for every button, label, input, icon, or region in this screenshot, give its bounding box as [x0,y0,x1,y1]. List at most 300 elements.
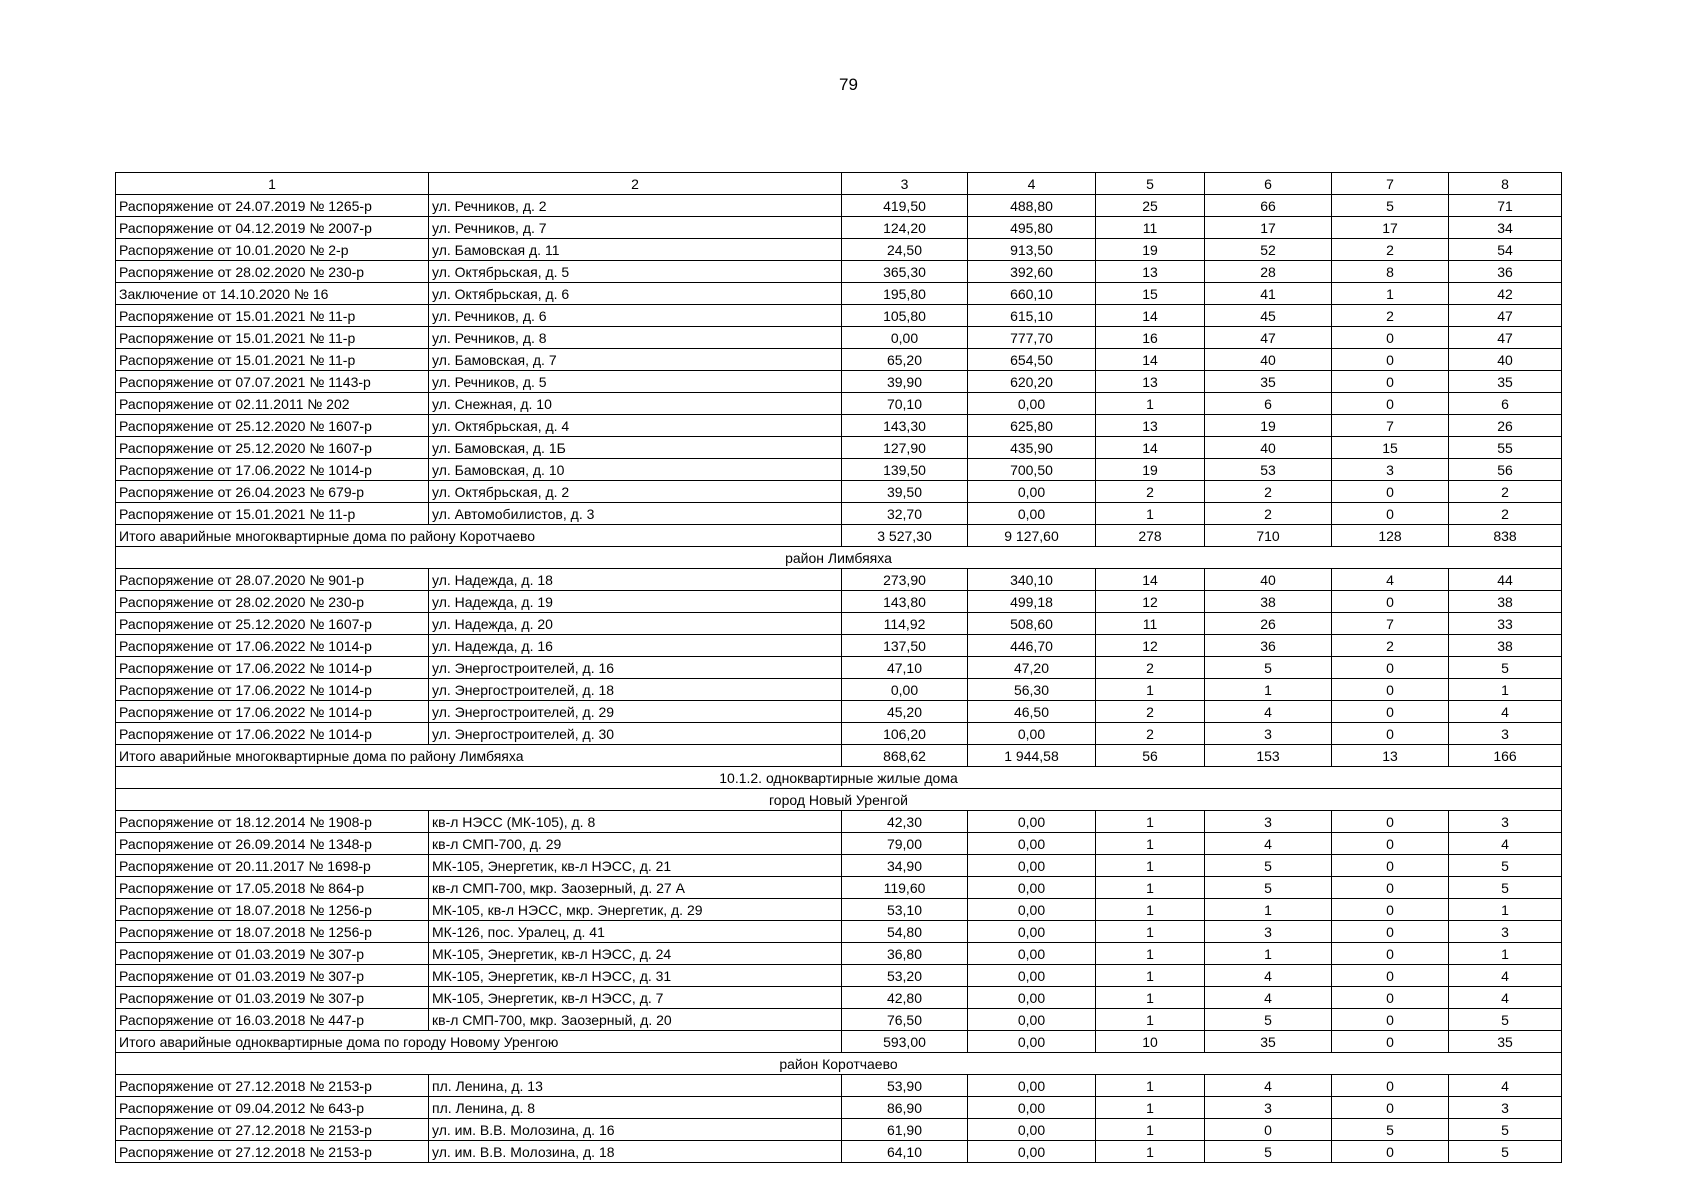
count-cell: 3 [1332,459,1449,481]
count-cell: 0 [1332,811,1449,833]
area-cell: 54,80 [842,921,968,943]
count-cell: 14 [1096,305,1205,327]
count-cell: 40 [1449,349,1562,371]
area-cell: 119,60 [842,877,968,899]
table-row [116,195,1562,217]
area-cell: 124,20 [842,217,968,239]
count-cell: 45 [1205,305,1332,327]
area-cell: 419,50 [842,195,968,217]
total-value: 166 [1449,745,1562,767]
document-cell: Распоряжение от 28.02.2020 № 230-р [116,261,429,283]
table-row [116,723,1562,745]
table-row [116,899,1562,921]
count-cell: 5 [1449,657,1562,679]
count-cell: 42 [1449,283,1562,305]
table-row [116,1141,1562,1163]
count-cell: 38 [1205,591,1332,613]
address-cell: ул. Автомобилистов, д. 3 [429,503,842,525]
count-cell: 38 [1449,635,1562,657]
count-cell: 0 [1332,1097,1449,1119]
count-cell: 0 [1332,657,1449,679]
address-cell: МК-105, Энергетик, кв-л НЭСС, д. 7 [429,987,842,1009]
area-cell: 0,00 [968,877,1096,899]
total-value: 593,00 [842,1031,968,1053]
count-cell: 15 [1332,437,1449,459]
total-value: 128 [1332,525,1449,547]
area-cell: 0,00 [968,921,1096,943]
address-cell: ул. Октябрьская, д. 4 [429,415,842,437]
count-cell: 13 [1096,261,1205,283]
count-cell: 1 [1096,921,1205,943]
document-cell: Распоряжение от 18.12.2014 № 1908-р [116,811,429,833]
column-number: 3 [842,173,968,195]
count-cell: 0 [1332,943,1449,965]
count-cell: 36 [1449,261,1562,283]
count-cell: 55 [1449,437,1562,459]
address-cell: ул. Речников, д. 2 [429,195,842,217]
table-row [116,503,1562,525]
count-cell: 4 [1205,701,1332,723]
section-heading-row [116,1053,1562,1075]
count-cell: 0 [1332,481,1449,503]
count-cell: 11 [1096,217,1205,239]
count-cell: 7 [1332,415,1449,437]
document-cell: Распоряжение от 27.12.2018 № 2153-р [116,1075,429,1097]
count-cell: 1 [1096,811,1205,833]
table-row [116,965,1562,987]
address-cell: ул. Энергостроителей, д. 16 [429,657,842,679]
address-cell: МК-105, Энергетик, кв-л НЭСС, д. 21 [429,855,842,877]
count-cell: 11 [1096,613,1205,635]
count-cell: 1 [1096,1009,1205,1031]
table-row [116,1119,1562,1141]
area-cell: 86,90 [842,1097,968,1119]
count-cell: 5 [1332,1119,1449,1141]
table-row [116,921,1562,943]
count-cell: 41 [1205,283,1332,305]
document-cell: Распоряжение от 04.12.2019 № 2007-р [116,217,429,239]
count-cell: 0 [1332,987,1449,1009]
count-cell: 4 [1449,965,1562,987]
count-cell: 4 [1332,569,1449,591]
address-cell: кв-л СМП-700, мкр. Заозерный, д. 20 [429,1009,842,1031]
total-row [116,745,1562,767]
address-cell: ул. Октябрьская, д. 2 [429,481,842,503]
count-cell: 4 [1205,833,1332,855]
count-cell: 0 [1332,327,1449,349]
table-row [116,987,1562,1009]
count-cell: 19 [1096,239,1205,261]
count-cell: 13 [1096,371,1205,393]
total-value: 0 [1332,1031,1449,1053]
total-value: 10 [1096,1031,1205,1053]
column-number: 1 [116,173,429,195]
area-cell: 365,30 [842,261,968,283]
area-cell: 0,00 [968,943,1096,965]
emergency-housing-table [115,172,1562,1163]
area-cell: 0,00 [968,833,1096,855]
count-cell: 44 [1449,569,1562,591]
count-cell: 0 [1332,679,1449,701]
total-label: Итого аварийные многоквартирные дома по району Лимбяяха [116,745,842,767]
count-cell: 5 [1205,877,1332,899]
count-cell: 40 [1205,569,1332,591]
count-cell: 17 [1205,217,1332,239]
area-cell: 777,70 [968,327,1096,349]
count-cell: 4 [1449,1075,1562,1097]
count-cell: 47 [1205,327,1332,349]
count-cell: 38 [1449,591,1562,613]
total-value: 153 [1205,745,1332,767]
count-cell: 3 [1449,723,1562,745]
column-number: 4 [968,173,1096,195]
table-row [116,415,1562,437]
count-cell: 14 [1096,349,1205,371]
address-cell: кв-л СМП-700, мкр. Заозерный, д. 27 А [429,877,842,899]
column-number: 2 [429,173,842,195]
area-cell: 625,80 [968,415,1096,437]
area-cell: 446,70 [968,635,1096,657]
column-number-header-row [116,173,1562,195]
address-cell: ул. Бамовская д. 11 [429,239,842,261]
address-cell: ул. Снежная, д. 10 [429,393,842,415]
count-cell: 25 [1096,195,1205,217]
document-cell: Распоряжение от 26.09.2014 № 1348-р [116,833,429,855]
area-cell: 499,18 [968,591,1096,613]
count-cell: 3 [1449,921,1562,943]
table-row [116,481,1562,503]
table-row [116,833,1562,855]
total-value: 278 [1096,525,1205,547]
area-cell: 0,00 [968,987,1096,1009]
count-cell: 0 [1332,855,1449,877]
area-cell: 34,90 [842,855,968,877]
table-row [116,239,1562,261]
count-cell: 7 [1332,613,1449,635]
table-row [116,591,1562,613]
table-row [116,811,1562,833]
area-cell: 106,20 [842,723,968,745]
table-row [116,305,1562,327]
area-cell: 79,00 [842,833,968,855]
document-cell: Распоряжение от 17.06.2022 № 1014-р [116,679,429,701]
document-cell: Распоряжение от 17.06.2022 № 1014-р [116,657,429,679]
total-value: 35 [1205,1031,1332,1053]
count-cell: 5 [1205,855,1332,877]
table-row [116,613,1562,635]
total-label: Итого аварийные многоквартирные дома по району Коротчаево [116,525,842,547]
area-cell: 654,50 [968,349,1096,371]
document-cell: Распоряжение от 10.01.2020 № 2-р [116,239,429,261]
count-cell: 14 [1096,569,1205,591]
column-number: 8 [1449,173,1562,195]
document-cell: Распоряжение от 01.03.2019 № 307-р [116,987,429,1009]
address-cell: ул. Надежда, д. 16 [429,635,842,657]
area-cell: 45,20 [842,701,968,723]
count-cell: 0 [1332,371,1449,393]
document-cell: Распоряжение от 18.07.2018 № 1256-р [116,899,429,921]
count-cell: 16 [1096,327,1205,349]
count-cell: 1 [1449,679,1562,701]
table-row [116,393,1562,415]
area-cell: 64,10 [842,1141,968,1163]
column-number: 6 [1205,173,1332,195]
count-cell: 1 [1096,1097,1205,1119]
count-cell: 53 [1205,459,1332,481]
area-cell: 24,50 [842,239,968,261]
count-cell: 0 [1332,503,1449,525]
total-value: 3 527,30 [842,525,968,547]
address-cell: МК-105, Энергетик, кв-л НЭСС, д. 31 [429,965,842,987]
count-cell: 47 [1449,305,1562,327]
count-cell: 1 [1205,679,1332,701]
area-cell: 42,80 [842,987,968,1009]
section-heading: район Коротчаево [116,1053,1562,1075]
document-cell: Распоряжение от 27.12.2018 № 2153-р [116,1141,429,1163]
total-value: 56 [1096,745,1205,767]
table-row [116,635,1562,657]
count-cell: 4 [1205,987,1332,1009]
address-cell: МК-126, пос. Уралец, д. 41 [429,921,842,943]
count-cell: 2 [1332,305,1449,327]
count-cell: 40 [1205,437,1332,459]
address-cell: ул. Речников, д. 7 [429,217,842,239]
table-row [116,459,1562,481]
count-cell: 5 [1332,195,1449,217]
count-cell: 33 [1449,613,1562,635]
count-cell: 14 [1096,437,1205,459]
count-cell: 1 [1096,503,1205,525]
count-cell: 5 [1449,1009,1562,1031]
area-cell: 392,60 [968,261,1096,283]
table-row [116,943,1562,965]
table-row [116,261,1562,283]
area-cell: 620,20 [968,371,1096,393]
area-cell: 913,50 [968,239,1096,261]
area-cell: 137,50 [842,635,968,657]
count-cell: 3 [1205,723,1332,745]
count-cell: 19 [1096,459,1205,481]
address-cell: ул. Надежда, д. 19 [429,591,842,613]
table-row [116,283,1562,305]
count-cell: 8 [1332,261,1449,283]
total-value: 868,62 [842,745,968,767]
count-cell: 5 [1449,1141,1562,1163]
column-number: 5 [1096,173,1205,195]
table-row [116,1097,1562,1119]
count-cell: 1 [1205,899,1332,921]
count-cell: 0 [1205,1119,1332,1141]
count-cell: 35 [1205,371,1332,393]
document-cell: Распоряжение от 09.04.2012 № 643-р [116,1097,429,1119]
total-row [116,1031,1562,1053]
count-cell: 1 [1096,899,1205,921]
count-cell: 1 [1096,1141,1205,1163]
total-value: 35 [1449,1031,1562,1053]
count-cell: 1 [1096,987,1205,1009]
address-cell: МК-105, Энергетик, кв-л НЭСС, д. 24 [429,943,842,965]
area-cell: 105,80 [842,305,968,327]
count-cell: 1 [1096,393,1205,415]
count-cell: 0 [1332,899,1449,921]
count-cell: 2 [1449,481,1562,503]
area-cell: 0,00 [968,393,1096,415]
address-cell: пл. Ленина, д. 13 [429,1075,842,1097]
address-cell: кв-л СМП-700, д. 29 [429,833,842,855]
area-cell: 488,80 [968,195,1096,217]
document-cell: Распоряжение от 17.06.2022 № 1014-р [116,635,429,657]
area-cell: 495,80 [968,217,1096,239]
count-cell: 4 [1205,1075,1332,1097]
area-cell: 61,90 [842,1119,968,1141]
count-cell: 1 [1096,833,1205,855]
total-label: Итого аварийные одноквартирные дома по городу Новому Уренгою [116,1031,842,1053]
count-cell: 1 [1096,965,1205,987]
count-cell: 1 [1332,283,1449,305]
area-cell: 0,00 [968,481,1096,503]
count-cell: 1 [1096,1075,1205,1097]
count-cell: 1 [1096,855,1205,877]
area-cell: 70,10 [842,393,968,415]
table-row [116,217,1562,239]
address-cell: ул. Надежда, д. 18 [429,569,842,591]
document-cell: Распоряжение от 17.05.2018 № 864-р [116,877,429,899]
document-cell: Распоряжение от 18.07.2018 № 1256-р [116,921,429,943]
count-cell: 5 [1205,1141,1332,1163]
area-cell: 340,10 [968,569,1096,591]
address-cell: ул. Энергостроителей, д. 29 [429,701,842,723]
document-cell: Распоряжение от 15.01.2021 № 11-р [116,305,429,327]
table-row [116,1075,1562,1097]
section-heading: район Лимбяяха [116,547,1562,569]
count-cell: 6 [1449,393,1562,415]
count-cell: 0 [1332,701,1449,723]
address-cell: ул. Бамовская, д. 10 [429,459,842,481]
area-cell: 42,30 [842,811,968,833]
address-cell: ул. Энергостроителей, д. 30 [429,723,842,745]
table-row [116,679,1562,701]
count-cell: 0 [1332,921,1449,943]
count-cell: 4 [1205,965,1332,987]
count-cell: 2 [1449,503,1562,525]
address-cell: пл. Ленина, д. 8 [429,1097,842,1119]
table-row [116,701,1562,723]
area-cell: 143,30 [842,415,968,437]
section-heading: город Новый Уренгой [116,789,1562,811]
document-cell: Распоряжение от 25.12.2020 № 1607-р [116,613,429,635]
table-row [116,855,1562,877]
count-cell: 4 [1449,987,1562,1009]
count-cell: 19 [1205,415,1332,437]
total-row [116,525,1562,547]
area-cell: 139,50 [842,459,968,481]
count-cell: 5 [1205,657,1332,679]
total-value: 0,00 [968,1031,1096,1053]
address-cell: ул. Надежда, д. 20 [429,613,842,635]
count-cell: 2 [1332,239,1449,261]
area-cell: 0,00 [968,503,1096,525]
count-cell: 1 [1096,1119,1205,1141]
table-row [116,877,1562,899]
area-cell: 0,00 [968,1141,1096,1163]
area-cell: 53,90 [842,1075,968,1097]
document-cell: Распоряжение от 15.01.2021 № 11-р [116,503,429,525]
page-number: 79 [839,75,858,94]
area-cell: 660,10 [968,283,1096,305]
area-cell: 0,00 [968,965,1096,987]
area-cell: 47,20 [968,657,1096,679]
column-number: 7 [1332,173,1449,195]
address-cell: ул. Октябрьская, д. 6 [429,283,842,305]
document-cell: Распоряжение от 17.06.2022 № 1014-р [116,723,429,745]
area-cell: 76,50 [842,1009,968,1031]
count-cell: 13 [1096,415,1205,437]
document-cell: Распоряжение от 07.07.2021 № 1143-р [116,371,429,393]
area-cell: 53,20 [842,965,968,987]
document-cell: Распоряжение от 28.02.2020 № 230-р [116,591,429,613]
table-row [116,1009,1562,1031]
count-cell: 35 [1449,371,1562,393]
address-cell: ул. им. В.В. Молозина, д. 16 [429,1119,842,1141]
section-heading-row [116,547,1562,569]
count-cell: 12 [1096,591,1205,613]
document-cell: Распоряжение от 01.03.2019 № 307-р [116,965,429,987]
count-cell: 47 [1449,327,1562,349]
area-cell: 36,80 [842,943,968,965]
count-cell: 0 [1332,877,1449,899]
area-cell: 47,10 [842,657,968,679]
count-cell: 2 [1205,503,1332,525]
count-cell: 52 [1205,239,1332,261]
total-value: 1 944,58 [968,745,1096,767]
table-row [116,657,1562,679]
area-cell: 0,00 [842,327,968,349]
address-cell: МК-105, кв-л НЭСС, мкр. Энергетик, д. 29 [429,899,842,921]
count-cell: 34 [1449,217,1562,239]
area-cell: 195,80 [842,283,968,305]
count-cell: 0 [1332,965,1449,987]
count-cell: 28 [1205,261,1332,283]
document-cell: Распоряжение от 01.03.2019 № 307-р [116,943,429,965]
area-cell: 39,50 [842,481,968,503]
document-cell: Распоряжение от 25.12.2020 № 1607-р [116,437,429,459]
count-cell: 3 [1205,811,1332,833]
area-cell: 700,50 [968,459,1096,481]
section-heading-row [116,767,1562,789]
count-cell: 3 [1449,811,1562,833]
total-value: 710 [1205,525,1332,547]
count-cell: 54 [1449,239,1562,261]
table-row [116,437,1562,459]
area-cell: 0,00 [842,679,968,701]
total-value: 838 [1449,525,1562,547]
count-cell: 3 [1205,1097,1332,1119]
area-cell: 0,00 [968,1075,1096,1097]
address-cell: ул. Энергостроителей, д. 18 [429,679,842,701]
address-cell: ул. Речников, д. 6 [429,305,842,327]
section-heading-row [116,789,1562,811]
document-cell: Распоряжение от 15.01.2021 № 11-р [116,327,429,349]
count-cell: 2 [1332,635,1449,657]
address-cell: ул. Бамовская, д. 7 [429,349,842,371]
address-cell: кв-л НЭСС (МК-105), д. 8 [429,811,842,833]
document-cell: Распоряжение от 28.07.2020 № 901-р [116,569,429,591]
count-cell: 0 [1332,349,1449,371]
area-cell: 143,80 [842,591,968,613]
count-cell: 26 [1205,613,1332,635]
count-cell: 5 [1205,1009,1332,1031]
section-heading: 10.1.2. одноквартирные жилые дома [116,767,1562,789]
